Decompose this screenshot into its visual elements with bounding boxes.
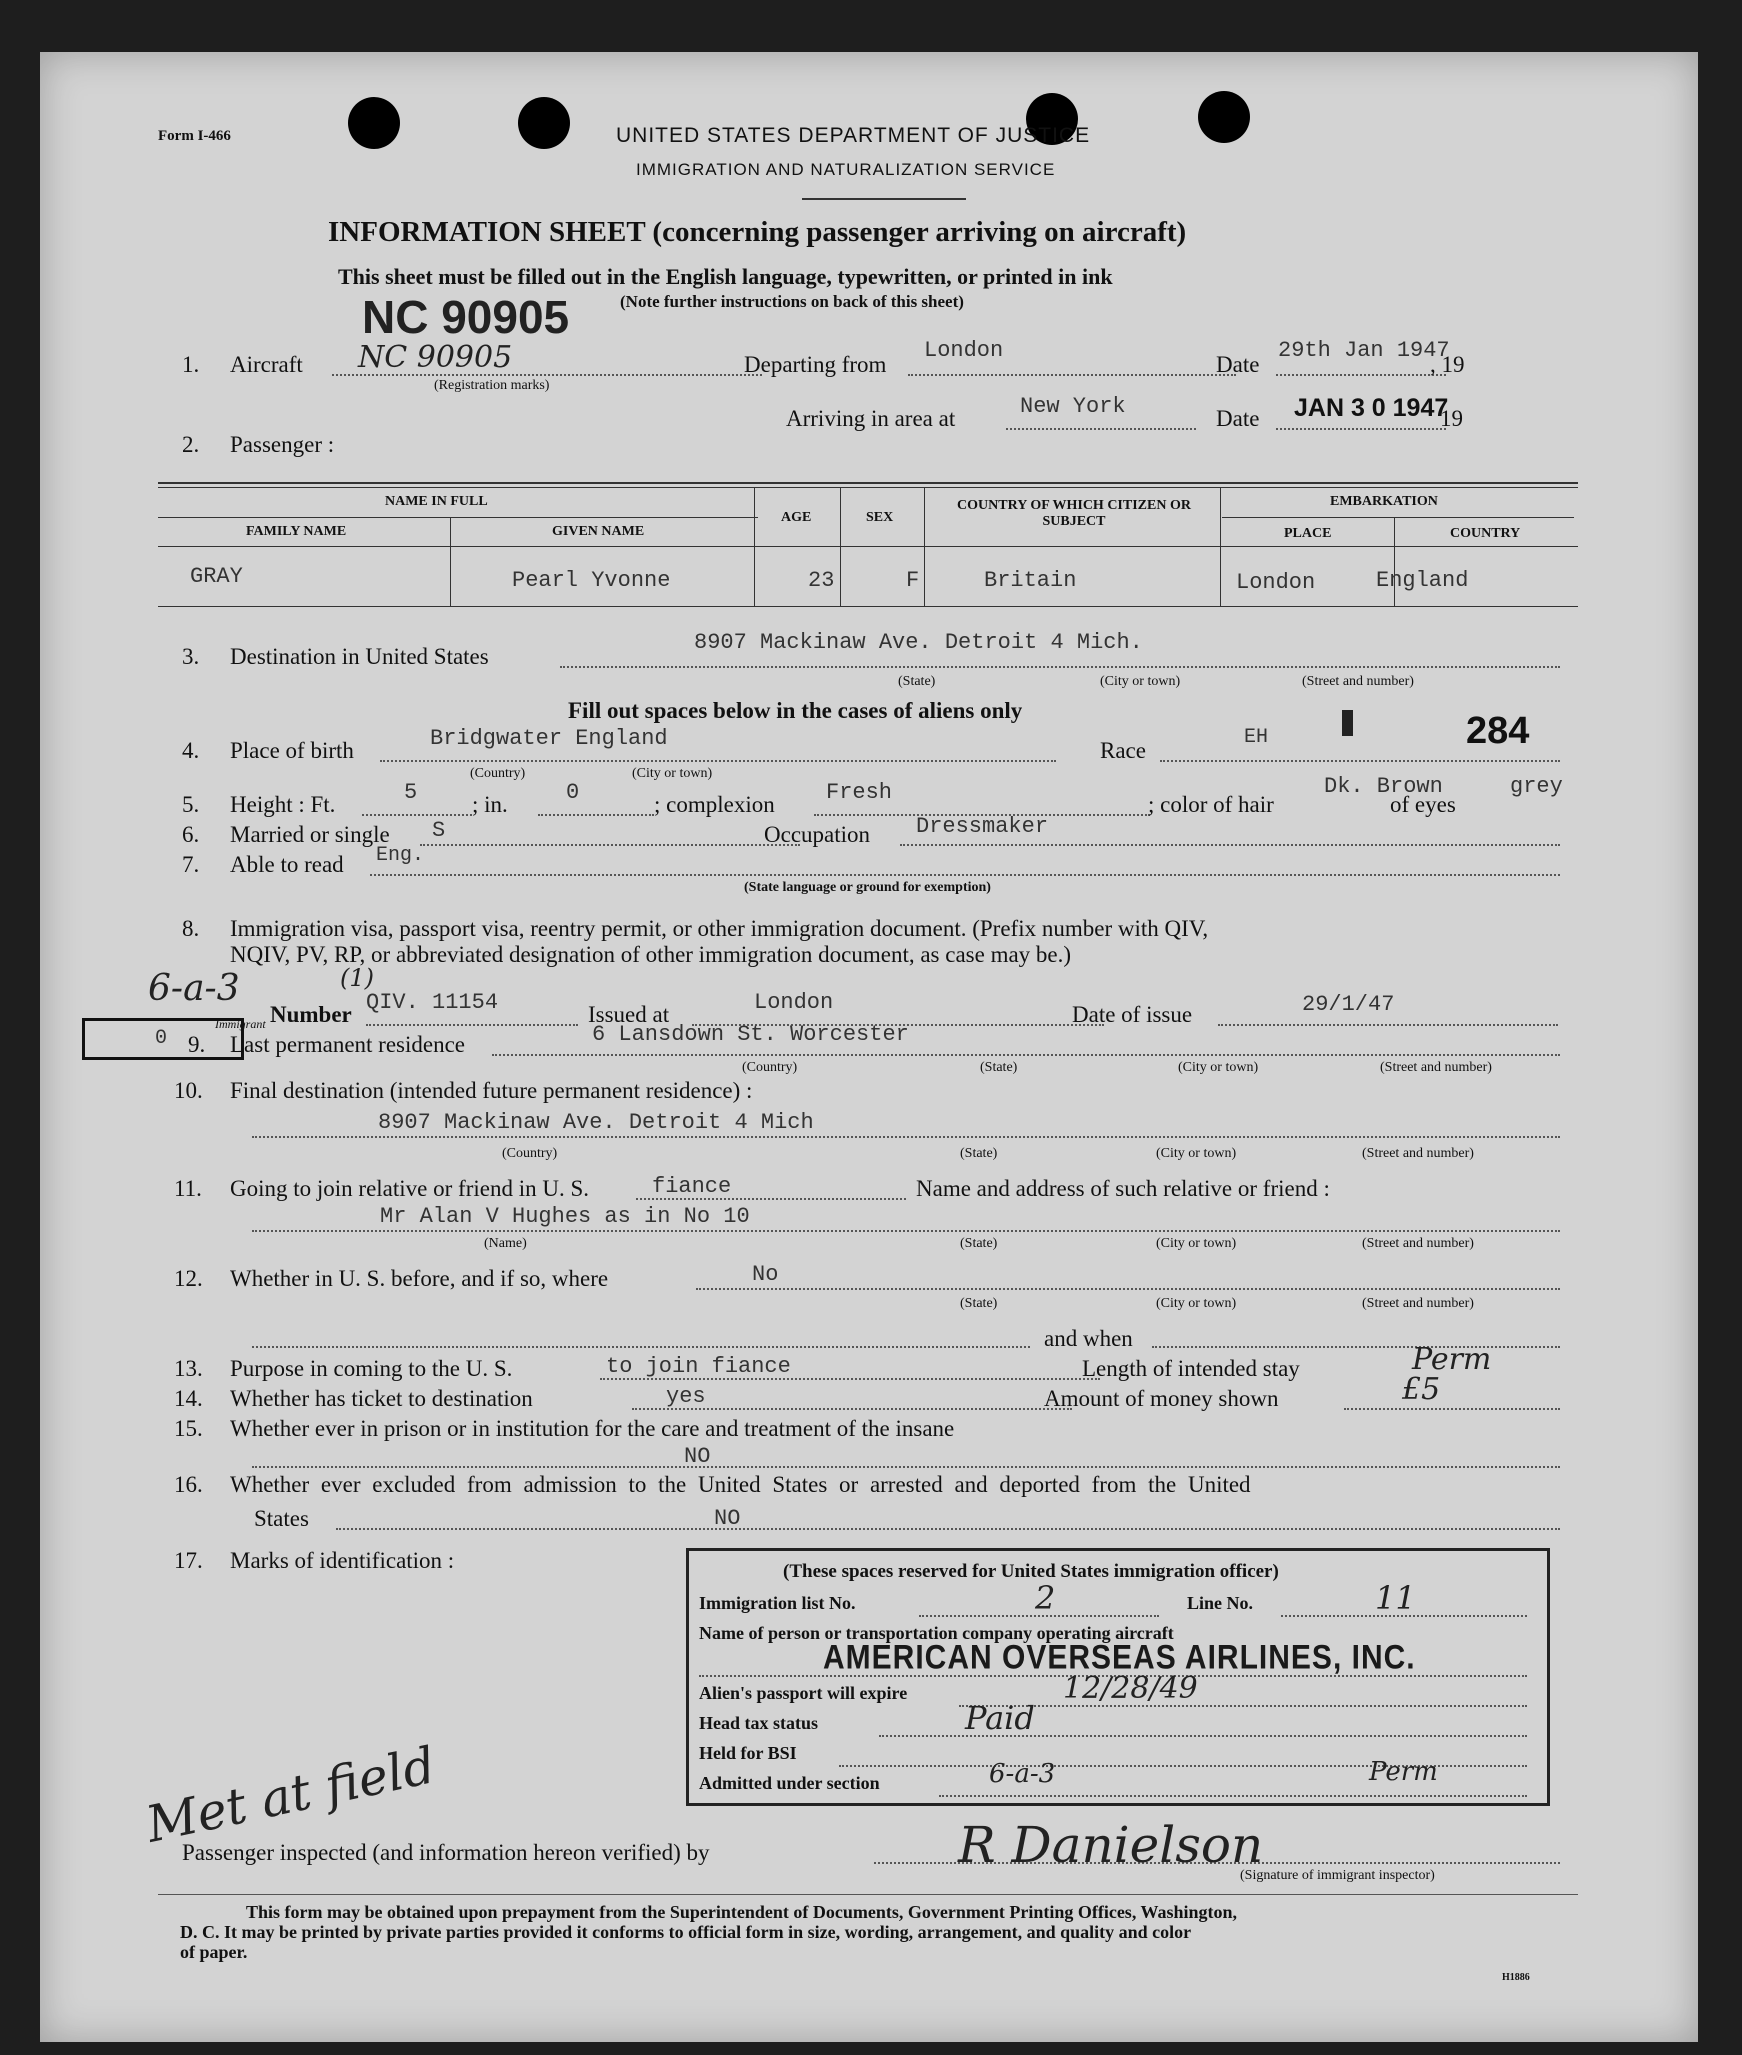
document-number-value: QIV. 11154 xyxy=(366,990,499,1015)
final-destination-label: Final destination (intended future permanent residence) : xyxy=(230,1078,753,1103)
header-country: COUNTRY OF WHICH CITIZEN OR SUBJECT xyxy=(957,498,1191,529)
height-in-label: ; in. xyxy=(472,792,508,817)
number-line xyxy=(366,1024,578,1026)
issued-at-label: Issued at xyxy=(588,1002,670,1027)
height-in-line xyxy=(538,814,654,816)
place-value: London xyxy=(1236,570,1316,595)
relative-value: Mr Alan V Hughes as in No 10 xyxy=(380,1204,750,1229)
arriving-line xyxy=(1006,428,1196,430)
q8-number: 8. xyxy=(182,916,200,941)
race-code: 284 xyxy=(1466,710,1530,752)
height-label: Height : Ft. xyxy=(230,792,336,817)
issue-date-value: 29/1/47 xyxy=(1302,992,1395,1017)
height-ft-value: 5 xyxy=(404,780,418,805)
punch-hole xyxy=(518,97,570,149)
arrival-date-label: Date xyxy=(1216,406,1260,431)
excluded-label-line2: States xyxy=(254,1506,309,1531)
signature-caption: (Signature of immigrant inspector) xyxy=(1240,1868,1435,1883)
money-line xyxy=(1344,1408,1560,1410)
destination-line xyxy=(560,666,1560,668)
form-title: INFORMATION SHEET (concerning passenger arriving on aircraft) xyxy=(328,216,1187,248)
q9-number: 9. xyxy=(188,1032,206,1057)
prior-caption-state: (State) xyxy=(960,1296,998,1311)
q13-number: 13. xyxy=(174,1356,203,1381)
height-ft-line xyxy=(362,814,472,816)
residence-caption-street: (Street and number) xyxy=(1380,1060,1492,1075)
q17-number: 17. xyxy=(174,1548,203,1573)
arrival-year-suffix: 19 xyxy=(1440,406,1463,431)
q1-number: 1. xyxy=(182,352,200,377)
prior-visit-label: Whether in U. S. before, and if so, where xyxy=(230,1266,609,1291)
residence-caption-state: (State) xyxy=(980,1060,1018,1075)
q14-number: 14. xyxy=(174,1386,203,1411)
date-line xyxy=(1276,374,1446,376)
residence-label: Last permanent residence xyxy=(230,1032,465,1057)
occupation-label: Occupation xyxy=(764,822,871,847)
line-no-value: 11 xyxy=(1375,1579,1416,1617)
header-place: PLACE xyxy=(1284,526,1332,541)
age-value: 23 xyxy=(808,568,835,593)
admitted-value: 6-a-3 xyxy=(989,1759,1056,1789)
departing-value: London xyxy=(924,338,1004,363)
birthplace-line xyxy=(380,760,1056,762)
arrival-date-line xyxy=(1276,428,1446,430)
and-when-label: and when xyxy=(1044,1326,1133,1351)
passport-expire-value: 12/28/49 xyxy=(1063,1671,1198,1706)
read-line xyxy=(370,874,1560,876)
caption-country: (Country) xyxy=(470,766,526,781)
relative-line xyxy=(252,1230,1560,1232)
purpose-label: Purpose in coming to the U. S. xyxy=(230,1356,513,1381)
header-sex: SEX xyxy=(866,510,894,525)
date-label: Date xyxy=(1216,352,1260,377)
race-mark xyxy=(1342,710,1353,739)
inspector-signature: R Danielson xyxy=(958,1816,1264,1874)
caption-street: (Street and number) xyxy=(1302,674,1414,689)
admitted-label: Admitted under section xyxy=(699,1773,880,1793)
relative-caption-city: (City or town) xyxy=(1156,1236,1237,1251)
given-name-value: Pearl Yvonne xyxy=(512,568,671,593)
final-caption-country: (Country) xyxy=(502,1146,558,1161)
purpose-value: to join fiance xyxy=(606,1354,791,1379)
stay-value: Perm xyxy=(1412,1342,1492,1377)
q11-number: 11. xyxy=(174,1176,202,1201)
admitted-extra: Perm xyxy=(1369,1757,1438,1787)
and-when-line xyxy=(1152,1346,1560,1348)
footer-rule xyxy=(158,1894,1578,1895)
destination-value: 8907 Mackinaw Ave. Detroit 4 Mich. xyxy=(694,630,1143,655)
marital-line xyxy=(420,844,800,846)
document-label-line1: Immigration visa, passport visa, reentry permit, or other immigration document. (Prefix number with QIV, xyxy=(230,916,1209,941)
excluded-label: Whether ever excluded from admission to the United States or arrested and deported from the United xyxy=(230,1472,1251,1497)
departing-line xyxy=(908,374,1236,376)
caption-city-town: (City or town) xyxy=(632,766,713,781)
carrier-stamp: AMERICAN OVERSEAS AIRLINES, INC. xyxy=(823,1638,1416,1677)
punch-hole xyxy=(348,97,400,149)
emb-country-value: England xyxy=(1376,568,1469,593)
final-destination-value: 8907 Mackinaw Ave. Detroit 4 Mich xyxy=(378,1110,814,1135)
country-value: Britain xyxy=(984,568,1077,593)
height-in-value: 0 xyxy=(566,780,580,805)
footer-line3: of paper. xyxy=(180,1942,248,1962)
list-no-label: Immigration list No. xyxy=(699,1593,856,1613)
registration-caption: (Registration marks) xyxy=(434,378,550,393)
race-line xyxy=(1160,760,1560,762)
race-label: Race xyxy=(1100,738,1146,763)
header-embarkation: EMBARKATION xyxy=(1330,494,1438,509)
passport-expire-line xyxy=(959,1705,1527,1707)
bsi-label: Held for BSI xyxy=(699,1743,797,1763)
departing-label: Departing from xyxy=(744,352,887,377)
residence-line xyxy=(492,1054,1560,1056)
issue-date-label: Date of issue xyxy=(1072,1002,1193,1027)
excluded-value: NO xyxy=(714,1506,741,1531)
eyes-value: grey xyxy=(1510,774,1563,799)
q12-number: 12. xyxy=(174,1266,203,1291)
aircraft-value: NC 90905 xyxy=(358,340,513,375)
prior-visit-line xyxy=(696,1288,1560,1290)
complexion-value: Fresh xyxy=(826,780,893,805)
residence-caption-country: (Country) xyxy=(742,1060,798,1075)
caption-city: (City or town) xyxy=(1100,674,1181,689)
sex-value: F xyxy=(906,568,920,593)
relative-caption-state: (State) xyxy=(960,1236,998,1251)
q6-number: 6. xyxy=(182,822,200,847)
destination-label: Destination in United States xyxy=(230,644,489,669)
header-emb-country: COUNTRY xyxy=(1450,526,1521,541)
join-value: fiance xyxy=(652,1174,732,1199)
q16-number: 16. xyxy=(174,1472,203,1497)
final-caption-street: (Street and number) xyxy=(1362,1146,1474,1161)
marital-value: S xyxy=(432,818,446,843)
header-given-name: GIVEN NAME xyxy=(552,524,645,539)
issued-at-value: London xyxy=(754,990,834,1015)
footer-line1: This form may be obtained upon prepayment from the Superintendent of Documents, Government Printing Offices, Washington, xyxy=(246,1902,1238,1922)
number-label: Number xyxy=(270,1002,352,1027)
money-value: £5 xyxy=(1402,1372,1441,1407)
money-label: Amount of money shown xyxy=(1044,1386,1279,1411)
birthplace-label: Place of birth xyxy=(230,738,354,763)
line-no-label: Line No. xyxy=(1187,1593,1254,1613)
stay-label: Length of intended stay xyxy=(1082,1356,1300,1381)
caption-state: (State) xyxy=(898,674,936,689)
join-label: Going to join relative or friend in U. S. xyxy=(230,1176,589,1201)
admitted-line xyxy=(939,1795,1527,1797)
race-value: EH xyxy=(1244,726,1269,749)
aircraft-stamp: NC 90905 xyxy=(362,291,570,343)
immigrant-caption: Immigrant xyxy=(215,1017,266,1031)
relative-caption-name: (Name) xyxy=(484,1236,527,1251)
form-number: Form I-466 xyxy=(158,128,231,144)
official-use-box xyxy=(686,1548,1550,1806)
form-subtitle: This sheet must be filled out in the English language, typewritten, or printed in ink xyxy=(338,264,1113,289)
hair-value: Dk. Brown xyxy=(1324,774,1443,799)
final-destination-line xyxy=(252,1136,1560,1138)
relative-caption-street: (Street and number) xyxy=(1362,1236,1474,1251)
q5-number: 5. xyxy=(182,792,200,817)
date-year-suffix: , 19 xyxy=(1430,352,1465,377)
passport-expire-label: Alien's passport will expire xyxy=(699,1683,908,1703)
birthplace-value: Bridgwater England xyxy=(430,726,668,751)
marital-label: Married or single xyxy=(230,822,390,847)
inspected-label: Passenger inspected (and information hereon verified) by xyxy=(182,1840,710,1865)
ticket-value: yes xyxy=(666,1384,706,1409)
met-note: Met at field xyxy=(141,1736,441,1854)
handwritten-section: 6-a-3 xyxy=(148,968,240,1009)
handwritten-mark: (1) xyxy=(340,964,374,992)
residence-value: 6 Lansdown St. Worcester xyxy=(592,1022,909,1047)
read-label: Able to read xyxy=(230,852,344,877)
immigrant-box-value: 0 xyxy=(155,1027,168,1050)
header-family-name: FAMILY NAME xyxy=(246,524,347,539)
residence-caption-city: (City or town) xyxy=(1178,1060,1259,1075)
q10-number: 10. xyxy=(174,1078,203,1103)
complexion-label: ; complexion xyxy=(654,792,775,817)
read-value: Eng. xyxy=(376,844,425,867)
header-name-in-full: NAME IN FULL xyxy=(385,494,488,509)
q3-number: 3. xyxy=(182,644,200,669)
prison-line xyxy=(252,1466,1560,1468)
final-caption-city: (City or town) xyxy=(1156,1146,1237,1161)
footer-code: H1886 xyxy=(1502,1972,1530,1983)
excluded-line xyxy=(336,1528,1560,1530)
eyes-label: of eyes xyxy=(1390,792,1456,817)
q15-number: 15. xyxy=(174,1416,203,1441)
prior-caption-street: (Street and number) xyxy=(1362,1296,1474,1311)
prior-caption-city: (City or town) xyxy=(1156,1296,1237,1311)
prison-value: NO xyxy=(684,1444,711,1469)
prior-visit-value: No xyxy=(752,1262,779,1287)
official-box-title: (These spaces reserved for United States immigration officer) xyxy=(783,1561,1279,1582)
and-when-line-left xyxy=(252,1346,1030,1348)
family-name-value: GRAY xyxy=(190,564,243,589)
aircraft-label: Aircraft xyxy=(230,352,303,377)
head-tax-label: Head tax status xyxy=(699,1713,819,1733)
final-caption-state: (State) xyxy=(960,1146,998,1161)
occupation-line xyxy=(900,844,1560,846)
form-note: (Note further instructions on back of this sheet) xyxy=(620,292,964,311)
immigrant-box xyxy=(82,1017,266,1060)
occupation-value: Dressmaker xyxy=(916,814,1049,839)
issue-date-line xyxy=(1218,1024,1558,1026)
read-caption: (State language or ground for exemption) xyxy=(744,880,991,895)
footer-line2: D. C. It may be printed by private parties provided it conforms to official form in size, wording, arrangement, and quality and color xyxy=(180,1922,1192,1942)
hair-label: ; color of hair xyxy=(1148,792,1274,817)
prison-label: Whether ever in prison or in institution for the care and treatment of the insane xyxy=(230,1416,955,1441)
form-sheet xyxy=(40,52,1698,2042)
arriving-label: Arriving in area at xyxy=(786,406,956,431)
document-label-line2: NQIV, PV, RP, or abbreviated designation of other immigration document, as case may be.) xyxy=(230,942,1072,967)
punch-hole xyxy=(1198,91,1250,143)
ticket-label: Whether has ticket to destination xyxy=(230,1386,533,1411)
head-tax-value: Paid xyxy=(965,1699,1035,1737)
department-name: UNITED STATES DEPARTMENT OF JUSTICE xyxy=(616,124,1091,147)
departure-date-value: 29th Jan 1947 xyxy=(1278,338,1450,363)
q2-number: 2. xyxy=(182,432,200,457)
header-rule xyxy=(802,198,966,200)
arrival-date-stamp: JAN 3 0 1947 xyxy=(1294,394,1449,422)
relative-address-label: Name and address of such relative or friend : xyxy=(916,1176,1330,1201)
q7-number: 7. xyxy=(182,852,200,877)
list-no-value: 2 xyxy=(1035,1579,1056,1617)
q4-number: 4. xyxy=(182,738,200,763)
carrier-label: Name of person or transportation company operating aircraft xyxy=(699,1623,1174,1643)
marks-label: Marks of identification : xyxy=(230,1548,455,1573)
arriving-value: New York xyxy=(1020,394,1126,419)
service-name: IMMIGRATION AND NATURALIZATION SERVICE xyxy=(636,160,1056,179)
header-age: AGE xyxy=(781,510,812,525)
passenger-label: Passenger : xyxy=(230,432,335,457)
aliens-note: Fill out spaces below in the cases of aliens only xyxy=(568,698,1023,723)
